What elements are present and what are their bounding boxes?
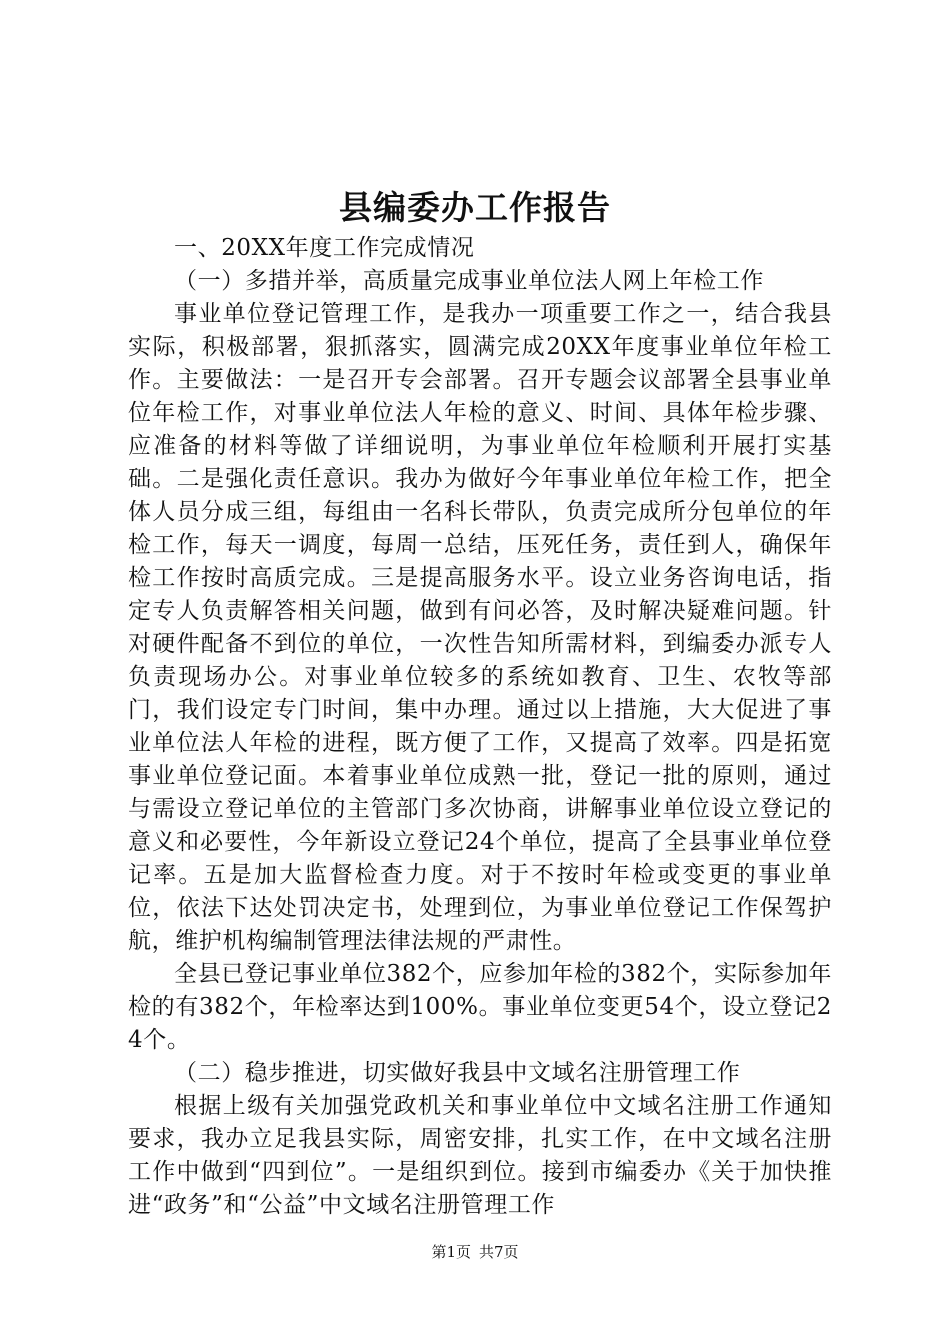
subsection-heading: （一）多措并举，高质量完成事业单位法人网上年检工作 <box>174 268 764 294</box>
subsection-heading: （二）稳步推进，切实做好我县中文域名注册管理工作 <box>174 1060 741 1086</box>
page-number: 第1页 <box>431 1243 471 1261</box>
page-footer <box>0 1242 950 1262</box>
paragraph: 全县已登记事业单位382个，应参加年检的382个，实际参加年检的有382个，年检率达到100%。事业单位变更54个，设立登记24个。 <box>128 961 832 1053</box>
document-title: 县编委办工作报告 <box>339 188 611 227</box>
page-total: 共7页 <box>479 1243 519 1261</box>
document-body <box>128 232 832 1222</box>
paragraph: 根据上级有关加强党政机关和事业单位中文域名注册工作通知要求，我办立足我县实际，周密安排，扎实工作，在中文域名注册工作中做到“四到位”。一是组织到位。接到市编委办《关于加快推进“政务”和“公益”中文域名注册管理工作 <box>128 1093 832 1218</box>
section-heading: 一、20XX年度工作完成情况 <box>174 235 475 261</box>
paragraph: 事业单位登记管理工作，是我办一项重要工作之一，结合我县实际，积极部署，狠抓落实，圆满完成20XX年度事业单位年检工作。主要做法：一是召开专会部署。召开专题会议部署全县事业单位年检工作，对事业单位法人年检的意义、时间、具体年检步骤、应准备的材料等做了详细说明，为事业单位年检顺利开展打实基础。二是强化责任意识。我办为做好今年事业单位年检工作，把全体人员分成三组，每组由一名科长带队，负责完成所分包单位的年检工作，每天一调度，每周一总结，压死任务，责任到人，确保年检工作按时高质完成。三是提高服务水平。设立业务咨询电话，指定专人负责解答相关问题，做到有问必答，及时解决疑难问题。针对硬件配备不到位的单位，一次性告知所需材料，到编委办派专人负责现场办公。对事业单位较多的系统如教育、卫生、农牧等部门，我们设定专门时间，集中办理。通过以上措施，大大促进了事业单位法人年检的进程，既方便了工作，又提高了效率。四是拓宽事业单位登记面。本着事业单位成熟一批，登记一批的原则，通过与需设立登记单位的主管部门多次协商，讲解事业单位设立登记的意义和必要性，今年新设立登记24个单位，提高了全县事业单位登记率。五是加大监督检查力度。对于不按时年检或变更的事业单位，依法下达处罚决定书，处理到位，为事业单位登记工作保驾护航，维护机构编制管理法律法规的严肃性。 <box>128 301 832 954</box>
